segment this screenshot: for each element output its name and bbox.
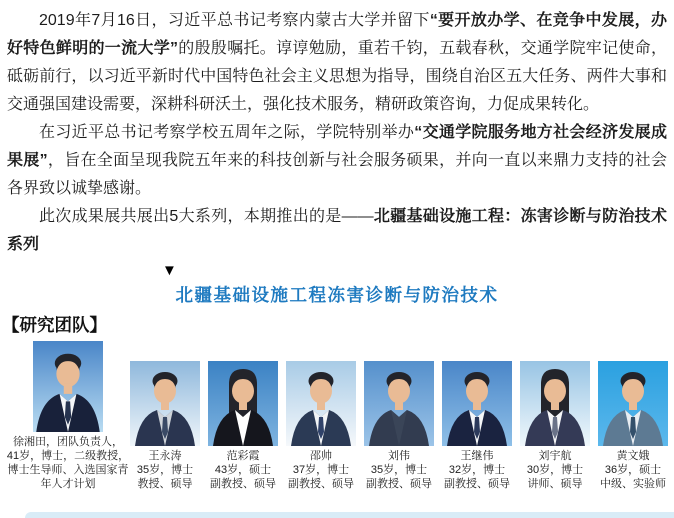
member-title-line: 41岁，博士，二级教授， [6,450,130,462]
team-member [126,361,204,491]
member-caption [137,449,193,491]
member-photo[interactable] [364,361,434,446]
member-title-line: 36岁，硕士 [604,464,662,476]
paragraph [7,119,667,203]
member-title-line: 副教授、硕导 [288,478,354,490]
text-segment: ，旨在全面呈现我院五年来的科技创新与社会服务硕果，并向一直以来鼎力支持的社会各界致以诚挚感谢。 [7,152,667,197]
member-photo[interactable] [33,341,103,432]
member-caption [288,449,354,491]
member-name: 黄文娥 [616,450,650,462]
member-title-line: 讲师、硕导 [527,478,583,490]
member-title-line: 副教授、硕导 [210,478,276,490]
member-title-line: 中级、实验师 [600,478,666,490]
team-member [204,361,282,491]
member-title-line: 30岁，博士 [526,464,584,476]
text-segment: 北疆基础设施工程：冻害诊断与防治技术系列 [7,208,667,253]
member-title-line: 博士生导师、入选国家青 [7,464,129,476]
member-caption [7,435,129,491]
paragraph [7,7,667,119]
text-segment: “要开放办学、在竞争中发展，办好特色鲜明的一流大学” [7,12,667,57]
member-name: 邵帅 [310,450,332,462]
member-title-line: 教授、硕导 [137,478,193,490]
team-member [594,361,672,491]
team-member [6,341,130,491]
text-segment: “交通学院服务地方社会经济发展成果展” [7,124,667,169]
section-heading: 北疆基础设施工程冻害诊断与防治技术 [175,285,499,305]
team-member [438,361,516,491]
text-segment: 2019年7月16日，习近平总书记考察内蒙古大学并留下 [39,12,430,29]
member-caption [210,449,276,491]
member-photo[interactable] [442,361,512,446]
member-photo[interactable] [286,361,356,446]
team-member [516,361,594,491]
member-title-line: 副教授、硕导 [444,478,510,490]
member-name: 范彩霞 [226,450,260,462]
member-title-line: 35岁，博士 [370,464,428,476]
member-name: 王永涛 [148,450,182,462]
member-name: 王继伟 [460,450,494,462]
text-segment: 的殷殷嘱托。谆谆勉励，重若千钧，五载春秋，交通学院牢记使命，砥砺前行，以习近平新时代中国特色社会主义思想为指导，围绕自治区五大任务、两件大事和交通强国建设需要，深耕科研沃土，强化技术服务，精研政策咨询，力促成果转化。 [7,40,667,113]
member-title-line: 43岁，硕士 [214,464,272,476]
down-triangle-icon: ▼ [162,262,177,279]
member-name: 刘宇航 [538,450,572,462]
member-caption [444,449,510,491]
member-name: 徐湘田，团队负责人， [13,436,123,448]
member-caption [366,449,432,491]
member-photo[interactable] [208,361,278,446]
member-caption [600,449,666,491]
member-photo[interactable] [130,361,200,446]
text-segment: 此次成果展共展出5大系列，本期推出的是—— [39,208,374,225]
member-photo[interactable] [598,361,668,446]
member-name: 刘伟 [388,450,410,462]
member-caption [527,449,583,491]
member-photo[interactable] [520,361,590,446]
team-section-label: 【研究团队】 [2,315,107,335]
team-photo-row [0,341,674,491]
paragraph [7,203,667,259]
team-member [282,361,360,491]
member-title-line: 32岁，博士 [448,464,506,476]
member-title-line: 37岁，博士 [292,464,350,476]
team-member [360,361,438,491]
member-title-line: 年人才计划 [40,478,96,490]
member-title-line: 副教授、硕导 [366,478,432,490]
member-title-line: 35岁，博士 [136,464,194,476]
next-section-card-edge [25,512,674,518]
text-segment: 在习近平总书记考察学校五周年之际，学院特别举办 [39,124,415,141]
